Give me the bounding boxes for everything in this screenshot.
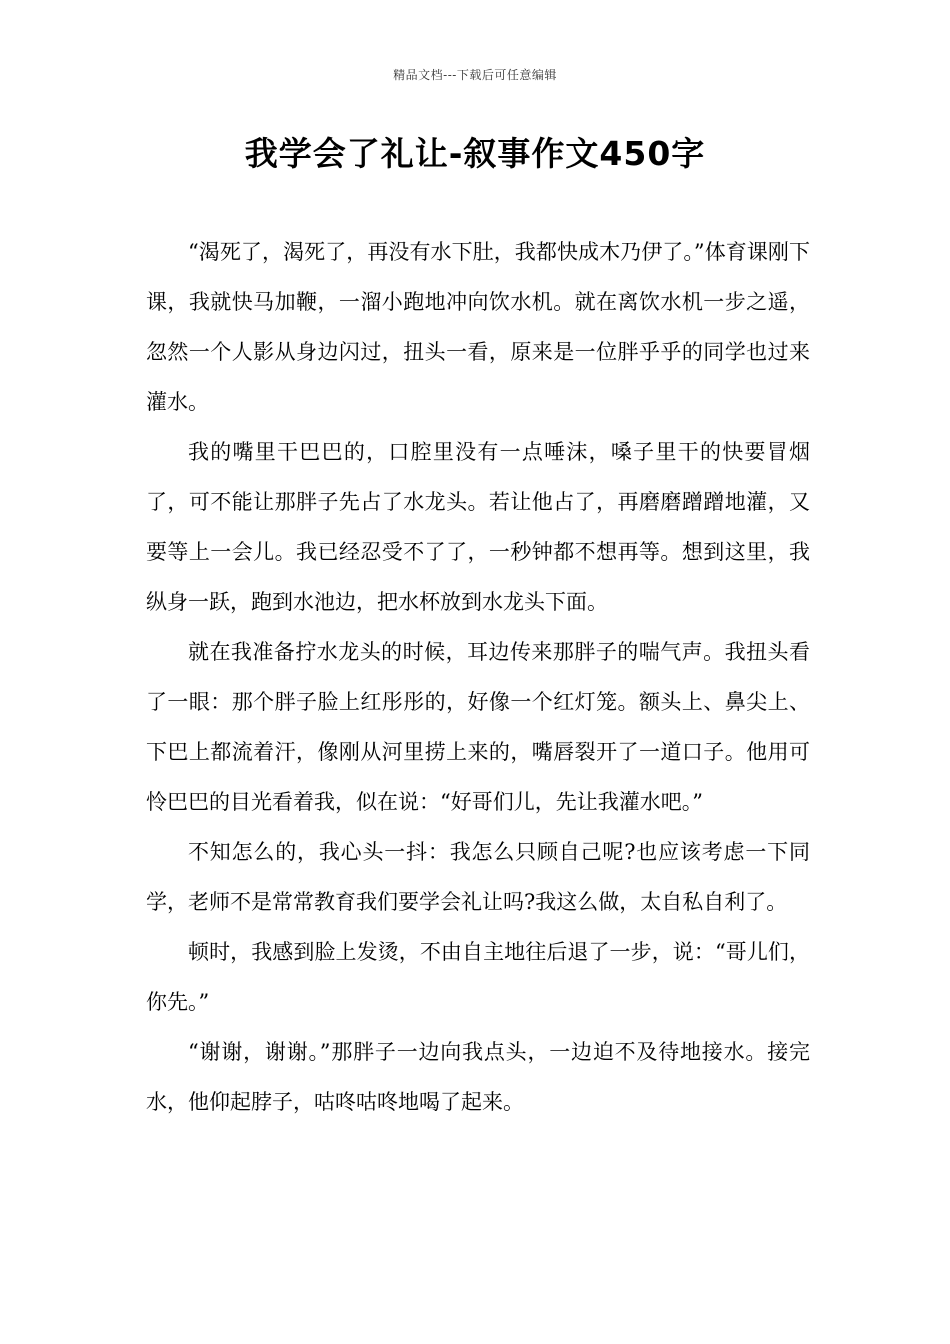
paragraph: 就在我准备拧水龙头的时候，耳边传来那胖子的喘气声。我扭头看了一眼：那个胖子脸上红彤彤的，好像一个红灯笼。额头上、鼻尖上、下巴上都流着汗，像刚从河里捞上来的，嘴唇裂开了一道口子。他用可怜巴巴的目光看着我，似在说：“好哥们儿，先让我灌水吧。” [146, 640, 810, 814]
page-title: 我学会了礼让-叙事作文450字 [244, 134, 706, 173]
paragraph: “渴死了，渴死了，再没有水下肚，我都快成木乃伊了。”体育课刚下课，我就快马加鞭，一溜小跑地冲向饮水机。就在离饮水机一步之遥，忽然一个人影从身边闪过，扭头一看，原来是一位胖乎乎的同学也过来灌水。 [146, 240, 810, 414]
paragraph: “谢谢，谢谢。”那胖子一边向我点头，一边迫不及待地接水。接完水，他仰起脖子，咕咚咕咚地喝了起来。 [146, 1040, 810, 1114]
paragraph: 不知怎么的，我心头一抖：我怎么只顾自己呢?也应该考虑一下同学，老师不是常常教育我们要学会礼让吗?我这么做，太自私自利了。 [146, 840, 810, 914]
article-body [146, 227, 810, 1127]
paragraph: 我的嘴里干巴巴的，口腔里没有一点唾沫，嗓子里干的快要冒烟了，可不能让那胖子先占了水龙头。若让他占了，再磨磨蹭蹭地灌，又要等上一会儿。我已经忍受不了了，一秒钟都不想再等。想到这里，我纵身一跃，跑到水池边，把水杯放到水龙头下面。 [146, 440, 810, 614]
paragraph: 顿时，我感到脸上发烫，不由自主地往后退了一步，说：“哥儿们，你先。” [146, 940, 810, 1014]
header-note: 精品文档---下载后可任意编辑 [393, 68, 557, 82]
